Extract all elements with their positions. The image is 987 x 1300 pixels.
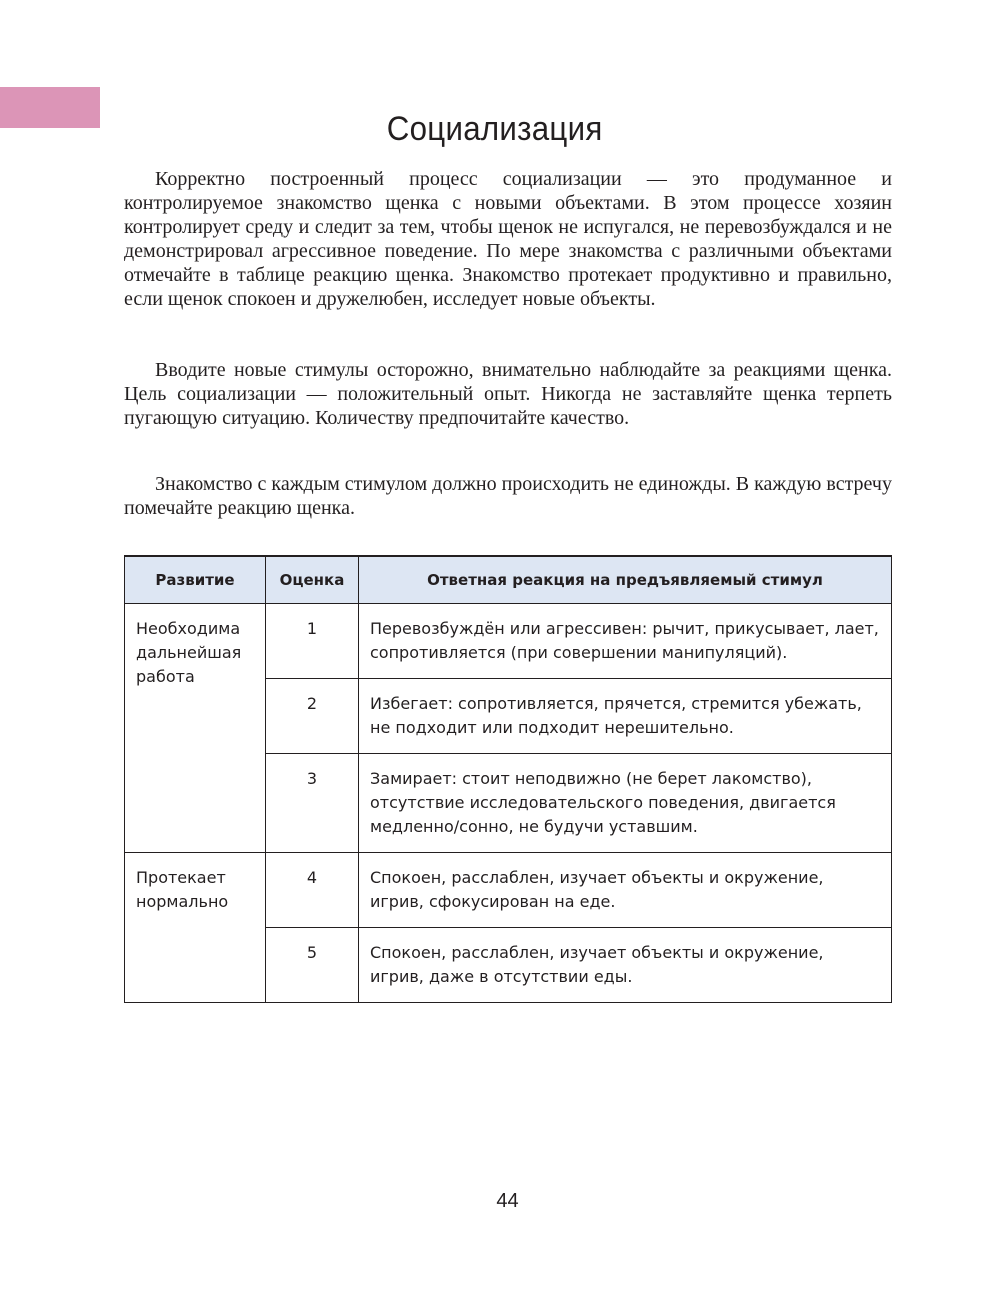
header-score: Оценка: [266, 556, 359, 604]
intro-paragraph-block: [124, 167, 892, 311]
reaction-cell: Спокоен, расслаблен, изучает объекты и окружение, игрив, даже в отсутствии еды.: [359, 928, 892, 1003]
score-cell: 3: [266, 754, 359, 853]
score-cell: 1: [266, 604, 359, 679]
page-title: Социализация: [386, 110, 603, 148]
table-row: [125, 604, 892, 679]
score-cell: 2: [266, 679, 359, 754]
score-cell: 5: [266, 928, 359, 1003]
reaction-cell: Избегает: сопротивляется, прячется, стремится убежать, не подходит или подходит нерешительно.: [359, 679, 892, 754]
reaction-cell: Спокоен, расслаблен, изучает объекты и окружение, игрив, сфокусирован на еде.: [359, 853, 892, 928]
score-cell: 4: [266, 853, 359, 928]
reaction-cell: Перевозбуждён или агрессивен: рычит, прикусывает, лает, сопротивляется (при совершении манипуляций).: [359, 604, 892, 679]
table-header-row: [125, 556, 892, 604]
repeat-paragraph-block: [124, 472, 892, 520]
page-number: 44: [496, 1190, 519, 1212]
table-row: [125, 853, 892, 928]
header-reaction: Ответная реакция на предъявляемый стимул: [359, 556, 892, 604]
header-development: Развитие: [125, 556, 266, 604]
paragraph-2: Вводите новые стимулы осторожно, внимательно наблюдайте за реакциями щенка. Цель социализации — положительный опыт. Никогда не заставляйте щенка терпеть пугающую ситуацию. Количеству предпочитайте качество.: [124, 359, 892, 429]
development-cell-normal: Протекает нормально: [125, 853, 266, 1003]
reaction-score-table: [124, 555, 892, 1003]
guidance-paragraph-block: [124, 358, 892, 430]
paragraph-1: Корректно построенный процесс социализации — это продуманное и контролируемое знакомство щенка с новыми объектами. В этом процессе хозяин контролирует среду и следит за тем, чтобы щенок не испугался, не перевозбуждался и не демонстрировал агрессивное поведение. По мере знакомства с различными объектами отмечайте в таблице реакцию щенка. Знакомство протекает продуктивно и правильно, если щенок спокоен и дружелюбен, исследует новые объекты.: [124, 168, 892, 310]
development-cell-needs-work: Необходима дальнейшая работа: [125, 604, 266, 853]
reaction-cell: Замирает: стоит неподвижно (не берет лакомство), отсутствие исследовательского поведения, двигается медленно/сонно, не будучи уставшим.: [359, 754, 892, 853]
paragraph-3: Знакомство с каждым стимулом должно происходить не единожды. В каждую встречу помечайте реакцию щенка.: [124, 473, 892, 519]
